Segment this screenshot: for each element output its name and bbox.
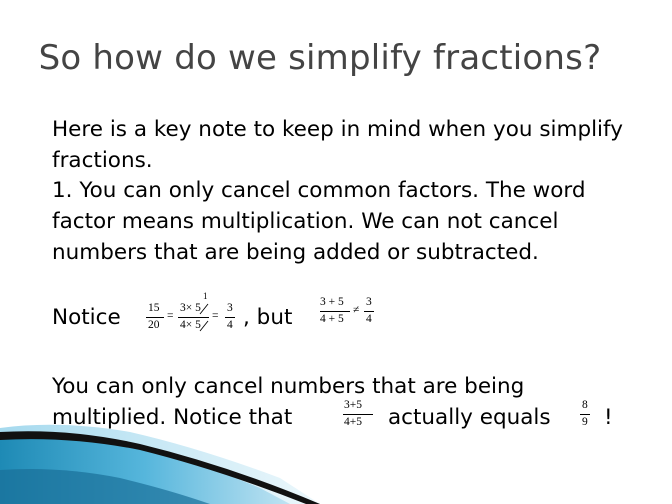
frac3-numerator: 3 [227, 302, 233, 314]
frac3-denominator: 4 [227, 319, 233, 331]
but-label: , but [243, 305, 293, 330]
frac1-bar [146, 317, 164, 318]
non-cancel-example-equation [320, 296, 380, 334]
cancel-mark-one: 1 [203, 291, 208, 301]
frac7-numerator: 8 [582, 399, 588, 411]
frac5-denominator: 4 [366, 313, 372, 325]
frac4-denominator: 4 + 5 [320, 313, 344, 325]
frac4-numerator: 3 + 5 [320, 296, 344, 308]
slide-title: So how do we simplify fractions? [38, 38, 602, 78]
sum-fraction [343, 399, 375, 435]
frac1-numerator: 15 [148, 302, 160, 314]
not-equal-sign: ≠ [353, 304, 360, 316]
point-2-line-2 [52, 399, 632, 434]
notice-row [52, 291, 632, 334]
frac1-denominator: 20 [148, 319, 160, 331]
equals-sign-2: = [212, 310, 219, 322]
point-2-line-1: You can only cancel numbers that are being [52, 374, 525, 399]
intro-paragraph: Here is a key note to keep in mind when you simplify fractions. [52, 117, 623, 173]
notice-label: Notice [52, 305, 121, 330]
frac5-numerator: 3 [366, 296, 372, 308]
strike-marks [198, 300, 212, 334]
frac6-denominator: 4+5 [344, 416, 362, 428]
frac7-bar [580, 414, 590, 415]
frac3-bar [225, 317, 235, 318]
point-2-line-2-start: multiplied. Notice that [52, 405, 293, 430]
equals-sign: = [167, 310, 174, 322]
frac7-denominator: 9 [582, 416, 588, 428]
point-2-line-2-mid: actually equals [388, 405, 551, 430]
frac2-denominator: 4× 5 [180, 319, 201, 331]
cancel-example-equation [146, 290, 242, 334]
frac2-numerator: 3× 5 [180, 302, 201, 314]
frac4-bar [320, 311, 350, 312]
result-fraction [580, 399, 594, 435]
frac5-bar [364, 311, 374, 312]
point-1-paragraph: 1. You can only cancel common factors. The word factor means multiplication. We can not cancel numbers that are being added or subtracted. [52, 178, 586, 265]
frac6-bar [343, 414, 373, 415]
exclamation-mark: ! [604, 405, 613, 430]
frac6-numerator: 3+5 [344, 399, 362, 411]
